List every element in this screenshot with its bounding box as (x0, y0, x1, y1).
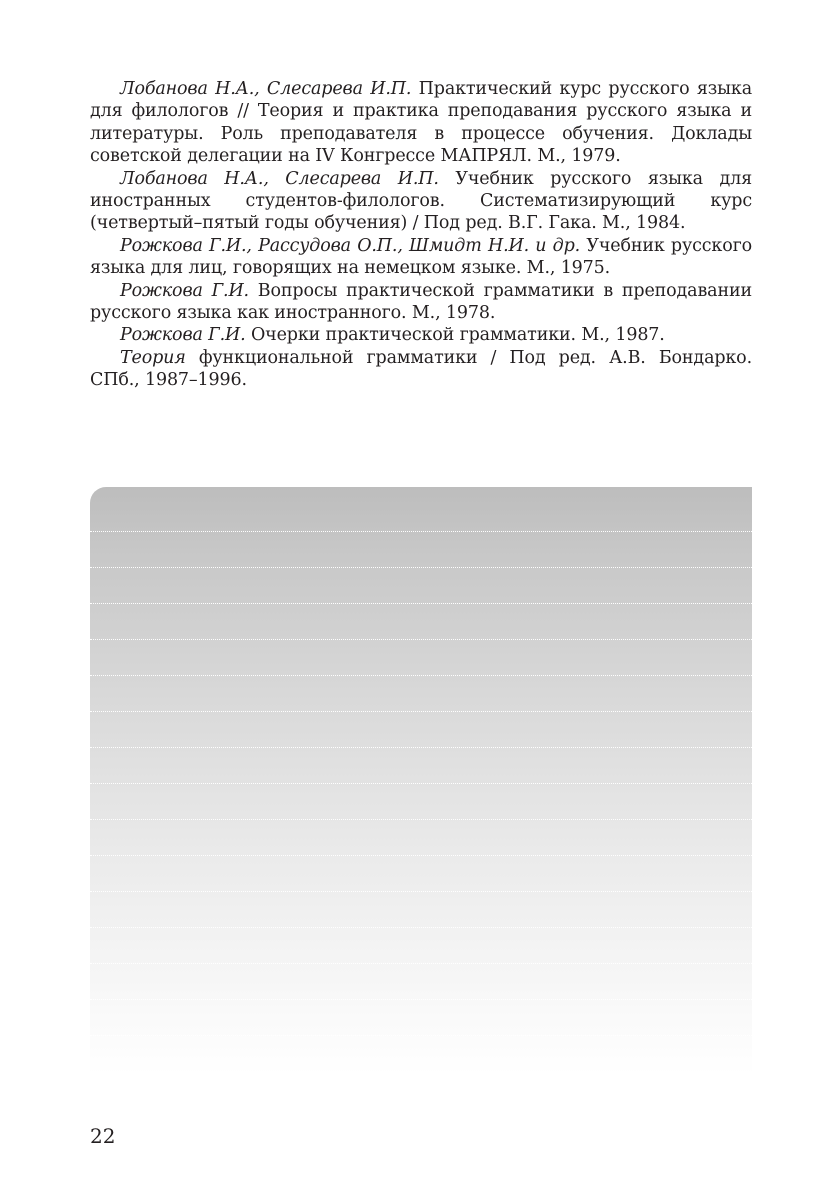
notes-line (90, 891, 752, 892)
reference-entry (90, 324, 752, 346)
notes-line (90, 927, 752, 928)
reference-entry (90, 168, 752, 235)
notes-line (90, 855, 752, 856)
notes-line (90, 603, 752, 604)
reference-text: Вопросы практической грамматики в преподавании русского языка как иностранного. М., 1978. (90, 280, 752, 324)
reference-author: Теория (120, 347, 186, 368)
notes-line (90, 747, 752, 748)
notes-line (90, 531, 752, 532)
notes-line (90, 963, 752, 964)
reference-text: функциональной грамматики / Под ред. А.В. Бондарко. СПб., 1987–1996. (90, 347, 752, 391)
reference-author: Лобанова Н.А., Слесарева И.П. (120, 168, 439, 189)
reference-author: Рожкова Г.И. (120, 325, 246, 346)
reference-entry (90, 347, 752, 392)
notes-line (90, 675, 752, 676)
notes-line (90, 819, 752, 820)
reference-list (90, 78, 752, 392)
page-number: 22 (90, 1124, 116, 1148)
notes-line (90, 711, 752, 712)
reference-text: Практический курс русского языка для филологов // Теория и практика преподавания русского языка и литературы. Роль преподавателя в процессе обучения. Доклады советской делегации на IV Конгрессе МАПРЯЛ. М., 1979. (90, 79, 752, 167)
reference-entry (90, 235, 752, 280)
reference-author: Рожкова Г.И., Рассудова О.П., Шмидт Н.И. и др. (120, 235, 581, 256)
notes-line (90, 1035, 752, 1036)
reference-text: Учебник русского языка для иностранных студентов-филологов. Систематизирующий курс (четвертый–пятый годы обучения) / Под ред. В.Г. Гака. М., 1984. (90, 168, 752, 234)
notes-line (90, 783, 752, 784)
notes-area (90, 487, 752, 1075)
notes-line (90, 639, 752, 640)
reference-text: Очерки практической грамматики. М., 1987. (245, 325, 665, 346)
reference-text: Учебник русского языка для лиц, говорящих на немецком языке. М., 1975. (90, 235, 752, 279)
reference-author: Рожкова Г.И. (120, 280, 249, 301)
reference-author: Лобанова Н.А., Слесарева И.П. (120, 79, 412, 99)
reference-entry (90, 78, 752, 168)
notes-line (90, 999, 752, 1000)
reference-entry (90, 280, 752, 325)
notes-line (90, 567, 752, 568)
